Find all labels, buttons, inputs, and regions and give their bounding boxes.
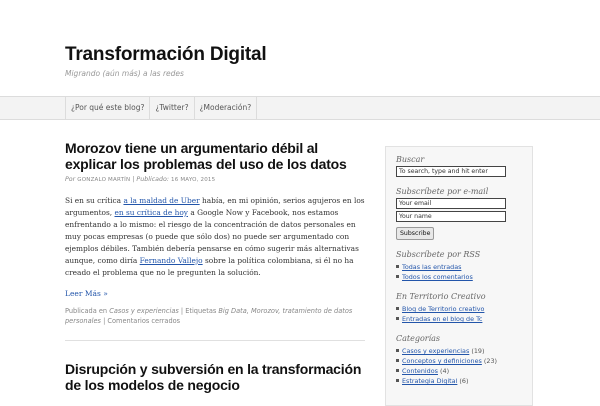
creative-widget-title: En Territorio Creativo	[396, 292, 486, 301]
rss-widget-title: Subscríbete por RSS	[396, 250, 481, 259]
bullet-icon	[396, 349, 399, 352]
meta-by-label: Por	[65, 176, 76, 183]
creative-widget	[396, 292, 522, 324]
subscribe-button[interactable]: Subscribe	[396, 227, 434, 240]
categories-widget-title: Categorías	[396, 334, 441, 343]
category-link[interactable]: Estrategia Digital	[402, 377, 458, 385]
site-title[interactable]: Transformación Digital	[65, 44, 267, 65]
post-date: 16 MAYO, 2015	[171, 177, 216, 183]
category-link[interactable]: Casos y experiencias	[109, 307, 179, 315]
excerpt-text: sobre la política colombiana, si él no ha creado el problema que no le pregunten la solución.	[65, 256, 354, 277]
email-subscribe-widget	[396, 187, 522, 240]
post-footer	[65, 306, 365, 326]
search-widget	[396, 155, 522, 177]
bullet-icon	[396, 275, 399, 278]
nav-item-moderation[interactable]: ¿Moderación?	[195, 97, 258, 119]
category-count: (6)	[459, 377, 469, 385]
post-divider	[65, 340, 365, 341]
tc-posts-link[interactable]: Entradas en el blog de Tc	[402, 315, 483, 323]
category-count: (23)	[483, 357, 498, 365]
list-item	[396, 376, 522, 386]
search-widget-title: Buscar	[396, 155, 425, 164]
bullet-icon	[396, 369, 399, 372]
nav-list	[65, 97, 257, 119]
main-content	[65, 140, 365, 393]
main-navigation	[0, 96, 600, 120]
link-uber-critique[interactable]: a la maldad de Uber	[123, 196, 200, 205]
post-title[interactable]: Morozov tiene un argumentario débil al explicar los problemas del uso de los datos	[65, 140, 347, 172]
comments-closed: | Comentarios cerrados	[103, 317, 181, 325]
link-fernando-vallejo[interactable]: Fernando Vallejo	[139, 256, 203, 265]
categories-list	[396, 346, 522, 386]
category-link[interactable]: Contenidos	[402, 367, 438, 375]
read-more-link[interactable]: Leer Más »	[65, 289, 108, 298]
excerpt-text: a Google Now y Facebook, nos estamos enfrentando a lo mismo: el riesgo de la concentración de datos personales en muy pocas empresas (o puede que sólo dos) no puede ser argumentado con ejemplos débiles. También debería pensarse en cómo sugerir más alternativas aunque, como diría	[65, 208, 359, 265]
excerpt-text: había, en mi opinión, serios agujeros en los argumentos,	[65, 196, 365, 217]
list-item	[396, 314, 522, 324]
link-todays-critique[interactable]: en su crítica de hoy	[114, 208, 188, 217]
bullet-icon	[396, 307, 399, 310]
categories-widget	[396, 334, 522, 386]
creative-list	[396, 304, 522, 324]
tc-blog-link[interactable]: Blog de Territorio creativo	[402, 305, 485, 313]
category-link[interactable]: Casos y experiencias	[402, 347, 470, 355]
category-count: (19)	[471, 347, 485, 355]
excerpt-text: Si en su crítica	[65, 196, 124, 205]
post-excerpt	[65, 195, 365, 279]
nav-item-twitter[interactable]: ¿Twitter?	[150, 97, 194, 119]
rss-all-comments-link[interactable]: Todos los comentarios	[402, 273, 473, 281]
email-widget-title: Subscríbete por e-mail	[396, 187, 489, 196]
bullet-icon	[396, 265, 399, 268]
category-count: (4)	[440, 367, 450, 375]
list-item	[396, 304, 522, 314]
search-input[interactable]: To search, type and hit enter	[396, 166, 506, 177]
published-in-label: Publicada en	[65, 307, 108, 315]
meta-published-label: | Publicado:	[132, 176, 169, 183]
rss-all-posts-link[interactable]: Todas las entradas	[402, 263, 462, 271]
post-title[interactable]: Disrupción y subversión en la transformación de los modelos de negocio	[65, 361, 362, 393]
email-field[interactable]: Your email	[396, 198, 506, 209]
tags-label: | Etiquetas	[180, 307, 217, 315]
site-tagline: Migrando (aún más) a las redes	[65, 69, 184, 78]
sidebar	[385, 146, 533, 406]
post-article	[65, 361, 365, 393]
list-item	[396, 262, 522, 272]
tags-links[interactable]: Big Data, Morozov, tratamiento de datos personales	[65, 307, 353, 325]
list-item	[396, 346, 522, 356]
nav-item-why-blog[interactable]: ¿Por qué este blog?	[66, 97, 150, 119]
post-author[interactable]: GONZALO MARTÍN	[77, 177, 131, 183]
post-article	[65, 140, 365, 326]
rss-list	[396, 262, 522, 282]
list-item	[396, 272, 522, 282]
bullet-icon	[396, 379, 399, 382]
bullet-icon	[396, 317, 399, 320]
bullet-icon	[396, 359, 399, 362]
category-link[interactable]: Conceptos y definiciones	[402, 357, 482, 365]
list-item	[396, 356, 522, 366]
post-meta	[65, 176, 365, 183]
list-item	[396, 366, 522, 376]
name-field[interactable]: Your name	[396, 211, 506, 222]
rss-widget	[396, 250, 522, 282]
